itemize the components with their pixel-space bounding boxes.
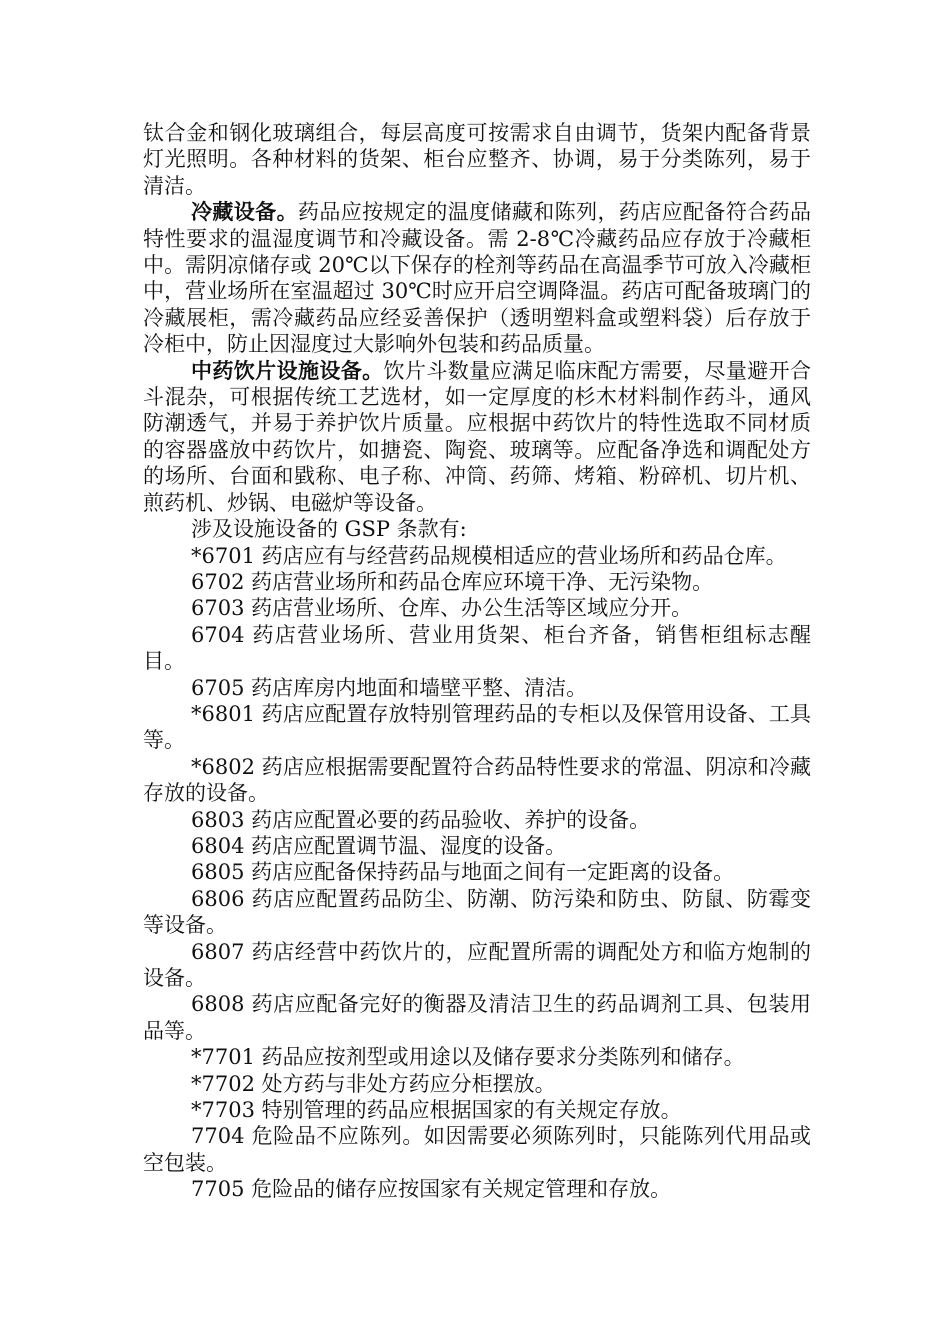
document-page: [143, 120, 811, 1203]
body-refrigeration: 药品应按规定的温度储藏和陈列，药店应配备符合药品特性要求的温湿度调节和冷藏设备。需 2-8℃冷藏药品应存放于冷藏柜中。需阴凉储存或 20℃以下保存的栓剂等药品在高温季节可放入冷藏柜中，营业场所在室温超过 30℃时应开启空调降温。药店可配备玻璃门的冷藏展柜，需冷藏药品应经妥善保护（透明塑料盒或塑料袋）后存放于冷柜中，防止因湿度过大影响外包装和药品质量。: [143, 200, 812, 357]
clause-item: 6803 药店应配置必要的药品验收、养护的设备。: [191, 807, 651, 832]
clause-item: 6703 药店营业场所、仓库、办公生活等区域应分开。: [191, 596, 693, 621]
clause-item: 7705 危险品的储存应按国家有关规定管理和存放。: [191, 1177, 672, 1202]
clause-item: *7701 药品应按剂型或用途以及储存要求分类陈列和储存。: [191, 1045, 745, 1070]
paragraph-gsp-intro: 涉及设施设备的 GSP 条款有:: [191, 517, 467, 542]
clause-item: *6701 药店应有与经营药品规模相适应的营业场所和药品仓库。: [191, 543, 787, 568]
clause-item: *7703 特别管理的药品应根据国家的有关规定存放。: [191, 1098, 682, 1123]
clause-item: 6804 药店应配置调节温、湿度的设备。: [191, 833, 567, 858]
clause-item: *6801 药店应配置存放特别管理药品的专柜以及保管用设备、工具等。: [143, 701, 811, 753]
heading-herbal-pieces: 中药饮片设施设备。: [191, 357, 384, 383]
clause-item: 6807 药店经营中药饮片的，应配置所需的调配处方和临方炮制的设备。: [143, 939, 811, 990]
body-herbal-pieces: 饮片斗数量应满足临床配方需要，尽量避开合斗混杂，可根据传统工艺选材，如一定厚度的杉木材料制作药斗，通风防潮透气，并易于养护饮片质量。应根据中药饮片的特性选取不同材质的容器盛放中药饮片，如搪瓷、陶瓷、玻璃等。应配备净选和调配处方的场所、台面和戥称、电子称、冲筒、药筛、烤箱、粉碎机、切片机、煎药机、炒锅、电磁炉等设备。: [143, 358, 812, 515]
paragraph-herbal-pieces: [143, 358, 811, 516]
clause-item: 6808 药店应配备完好的衡器及清洁卫生的药品调剂工具、包装用品等。: [143, 992, 811, 1043]
clause-item: *6802 药店应根据需要配置符合药品特性要求的常温、阴凉和冷藏存放的设备。: [143, 754, 811, 806]
clause-item: 6805 药店应配备保持药品与地面之间有一定距离的设备。: [191, 860, 735, 885]
clause-item: 6702 药店营业场所和药品仓库应环境干净、无污染物。: [191, 569, 714, 594]
heading-refrigeration: 冷藏设备。: [191, 199, 298, 225]
clause-item: 6705 药店库房内地面和墙壁平整、清洁。: [191, 675, 588, 700]
clause-item: *7702 处方药与非处方药应分柜摆放。: [191, 1071, 556, 1096]
clause-item: 7704 危险品不应陈列。如因需要必须陈列时，只能陈列代用品或空包装。: [143, 1124, 811, 1175]
clause-item: 6806 药店应配置药品防尘、防潮、防污染和防虫、防鼠、防霉变等设备。: [143, 886, 811, 938]
paragraph-refrigeration: [143, 199, 811, 357]
clause-item: 6704 药店营业场所、营业用货架、柜台齐备，销售柜组标志醒目。: [143, 622, 811, 674]
paragraph-shelving: 钛合金和钢化玻璃组合，每层高度可按需求自由调节，货架内配备背景灯光照明。各种材料的货架、柜台应整齐、协调，易于分类陈列，易于清洁。: [143, 121, 811, 198]
